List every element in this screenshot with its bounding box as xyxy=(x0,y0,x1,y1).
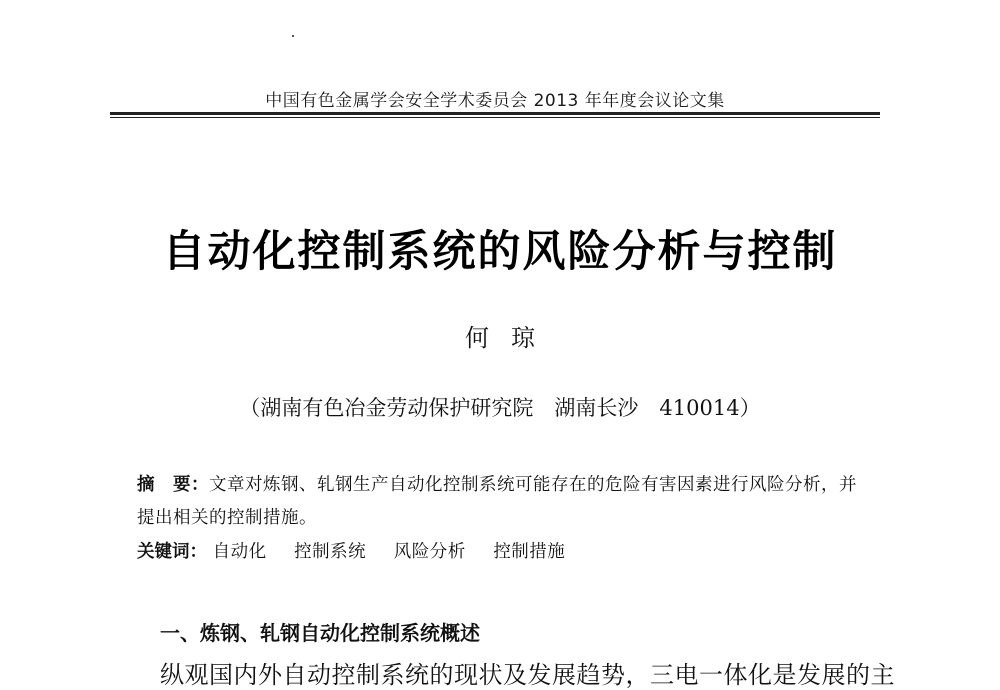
abstract xyxy=(137,469,862,535)
header-rule-thin xyxy=(110,117,880,118)
keyword-item: 自动化 xyxy=(212,542,267,562)
keywords xyxy=(137,536,862,569)
section-heading: 一、炼钢、轧钢自动化控制系统概述 xyxy=(160,621,480,645)
keyword-item: 控制措施 xyxy=(493,542,566,562)
scan-speck xyxy=(292,35,294,37)
running-header: 中国有色金属学会安全学术委员会 2013 年年度会议论文集 xyxy=(265,91,725,111)
paper-title: 自动化控制系统的风险分析与控制 xyxy=(162,227,838,277)
header-rule-thick xyxy=(110,112,880,115)
keywords-label: 关键词： xyxy=(137,542,207,562)
abstract-label: 摘 要： xyxy=(137,475,209,495)
author-affiliation: （湖南有色冶金劳动保护研究院 湖南长沙 410014） xyxy=(239,396,761,420)
body-paragraph-line: 纵观国内外自动控制系统的现状及发展趋势，三电一体化是发展的主 xyxy=(160,661,895,689)
author-name: 何琼 xyxy=(465,324,557,352)
keyword-item: 风险分析 xyxy=(393,542,466,562)
abstract-text: 文章对炼钢、轧钢生产自动化控制系统可能存在的危险有害因素进行风险分析，并提出相关的控制措施。 xyxy=(137,475,857,528)
keyword-item: 控制系统 xyxy=(294,542,367,562)
